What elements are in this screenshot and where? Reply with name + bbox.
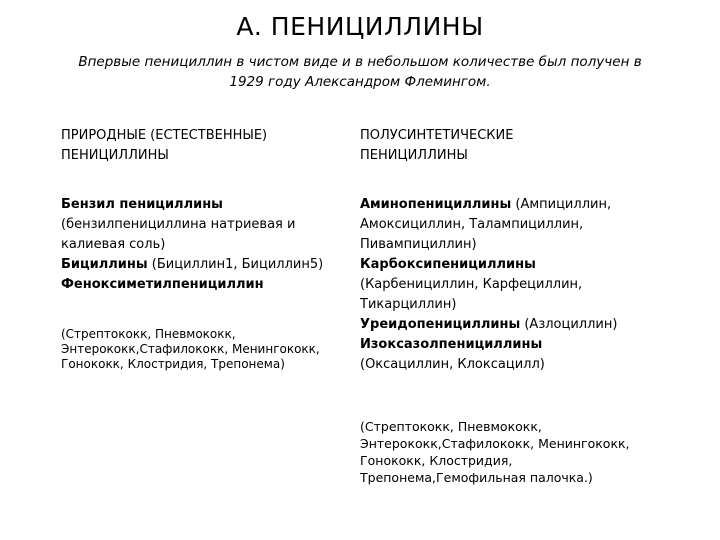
group-detail: калиевая соль) [61,237,166,252]
spectrum-line: Энтерококк,Стафилококк, Менингококк, [360,436,630,451]
semisynthetic-penicillins-list [360,195,670,375]
spectrum-line: Энтерококк,Стафилококк, Менингококк, [61,342,320,356]
subtitle [40,52,680,92]
group-name: Изоксазолпенициллины [360,337,543,352]
spectrum-line: (Стрептококк, Пневмококк, [360,419,542,434]
group-carboxypenicillins [360,255,670,275]
natural-penicillins-list [61,195,351,295]
group-name: Карбоксипенициллины [360,257,536,272]
header-line: ПЕНИЦИЛЛИНЫ [61,148,169,163]
header-line: ПЕНИЦИЛЛИНЫ [360,148,468,163]
group-ureidopenicillins [360,315,670,335]
spectrum-line: Гонококк, Клостридия, [360,453,513,468]
natural-spectrum [61,327,351,372]
group-name: Бициллины [61,257,148,272]
group-isoxazolylpenicillins [360,335,670,355]
group-phenoxymethylpenicillin [61,275,351,295]
spectrum-line: (Стрептококк, Пневмококк, [61,327,236,341]
header-line: ПОЛУСИНТЕТИЧЕСКИЕ [360,128,514,143]
group-detail: (Бициллин1, Бициллин5) [147,257,324,272]
subtitle-line: Впервые пенициллин в чистом виде и в небольшом количестве был получен в [78,54,642,70]
group-name: Бензил пенициллины [61,197,223,212]
group-detail: (бензилпенициллина натриевая и [61,217,296,232]
group-name: Феноксиметилпенициллин [61,277,264,292]
group-benzylpenicillins [61,195,351,215]
group-name: Уреидопенициллины [360,317,521,332]
group-bicillins [61,255,351,275]
group-name: Аминопенициллины [360,197,512,212]
group-detail: (Ампициллин, [511,197,612,212]
group-detail: Амоксициллин, Талампициллин, [360,217,584,232]
semisynthetic-spectrum [360,418,670,486]
spectrum-line: Трепонема,Гемофильная палочка.) [360,470,593,485]
semisynthetic-penicillins-header [360,126,670,166]
group-detail: Пивампициллин) [360,237,477,252]
group-detail: (Оксациллин, Клоксацилл) [360,357,545,372]
spectrum-line: Гонококк, Клостридия, Трепонема) [61,357,285,371]
group-detail: (Азлоциллин) [520,317,618,332]
natural-penicillins-header [61,126,351,166]
page-title: А. ПЕНИЦИЛЛИНЫ [236,12,484,41]
group-detail: Тикарциллин) [360,297,457,312]
subtitle-line: 1929 году Александром Флемингом. [229,74,491,90]
group-aminopenicillins [360,195,670,215]
group-detail: (Карбенициллин, Карфециллин, [360,277,583,292]
header-line: ПРИРОДНЫЕ (ЕСТЕСТВЕННЫЕ) [61,128,268,143]
